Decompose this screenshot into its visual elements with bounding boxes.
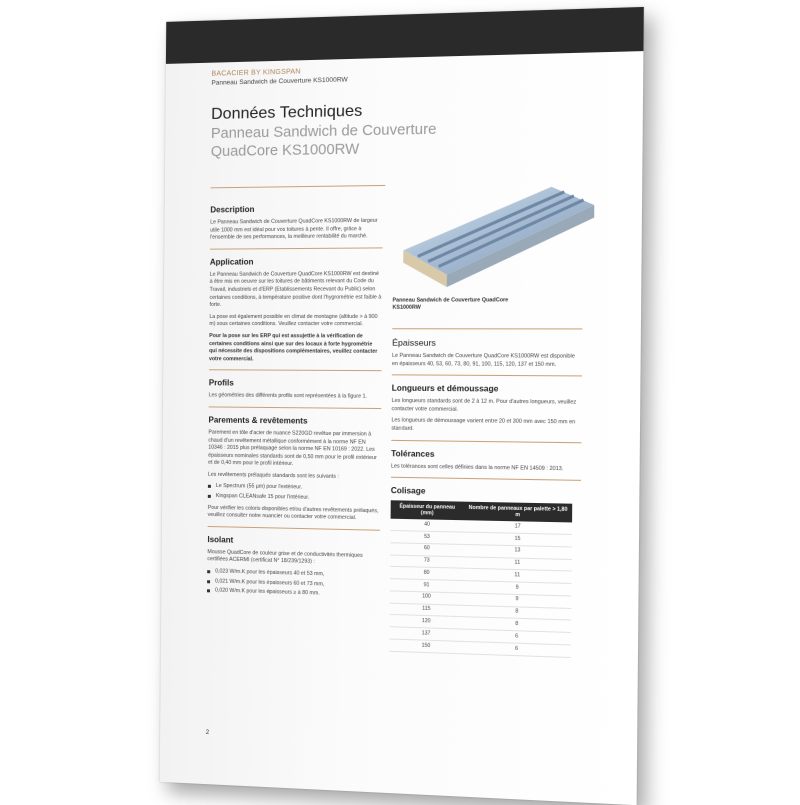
isolant-list: [207, 568, 380, 600]
divider: [391, 439, 581, 442]
divider: [210, 247, 383, 249]
profils-text: Les géométries des différents profils sont représentées à la figure 1.: [208, 392, 368, 401]
description-text: Le Panneau Sandwich de Couverture QuadCore KS1000RW de largeur utile 1000 mm est idéal pour vos toitures à pente. Il offre, grâce à l'ensemble de ses performances, la meilleure rentabilité du marché.: [210, 217, 378, 241]
column-header: Nombre de panneaux par palette > 1,80 m: [464, 502, 572, 523]
list-item: Kingspan CLEANsafe 15 pour l'intérieur.: [208, 493, 381, 504]
description-heading: Description: [210, 204, 255, 215]
brochure-page-wrap: [160, 7, 644, 805]
brand-label: BACACIER BY KINGSPAN: [211, 68, 301, 78]
tolerances-heading: Tolérances: [391, 448, 435, 459]
table-cell: 137: [390, 627, 463, 641]
left-column: [207, 195, 383, 604]
parements-text-1: Parement en tôle d'acier de nuance S220GD revêtue par immersion à chaud d'un revêtement métallique conformément à la norme NF EN 10346 : 2015 plus prélaquage selon la norme NF EN 10169 : 2022. Les épaisseurs nominales standards sont de 0,50 mm pour le profil extérieur et de 0,40 mm pour le profil intérieur.: [208, 429, 377, 468]
longueurs-text-2: Les longueurs de démoussage varient entre 20 et 300 mm avec 150 mm en standard.: [391, 417, 576, 432]
table-cell: 91: [390, 579, 463, 593]
epaisseurs-text: Le Panneau Sandwich de Couverture QuadCore KS1000RW est disponible en épaisseurs 40, 53, 60, 73, 80, 91, 100, 115, 120, 137 et 150 mm.: [391, 352, 575, 368]
table-cell: 9: [463, 593, 571, 608]
application-heading: Application: [209, 257, 254, 267]
longueurs-text-1: Les longueurs standards sont de 2 à 12 m. Pour d'autres longueurs, veuillez contacter votre commercial.: [391, 398, 577, 413]
table-cell: 11: [464, 556, 572, 571]
divider: [209, 370, 382, 372]
page-subtitle-1: Panneau Sandwich de Couverture: [210, 121, 437, 143]
list-item: 0,021 W/m.K pour les épaisseurs 60 et 73 mm,: [207, 578, 380, 590]
divider: [391, 477, 581, 481]
table-cell: 8: [463, 617, 571, 633]
divider: [208, 526, 381, 531]
brochure-page: [160, 7, 644, 805]
table-cell: 120: [390, 615, 463, 629]
colisage-table: [389, 500, 572, 657]
table-cell: 6: [463, 641, 571, 657]
title-rule: [211, 185, 386, 188]
table-cell: 73: [390, 555, 463, 569]
isolant-heading: Isolant: [207, 534, 234, 545]
table-cell: 9: [463, 581, 571, 596]
page-title: Données Techniques: [211, 102, 363, 124]
right-column: [389, 322, 582, 658]
profils-heading: Profils: [208, 378, 234, 388]
page-subtitle-2: QuadCore KS1000RW: [210, 141, 360, 161]
parements-list: [208, 483, 381, 504]
table-cell: 100: [390, 591, 463, 605]
table-cell: 15: [464, 532, 572, 547]
table-cell: 53: [390, 530, 463, 544]
longueurs-heading: Longueurs et démoussage: [391, 383, 499, 394]
sandwich-panel-image: [393, 174, 595, 298]
table-cell: 80: [390, 567, 463, 581]
divider: [209, 406, 382, 409]
list-item: 0,023 W/m.K pour les épaisseurs 40 et 53 mm,: [207, 568, 380, 580]
table-cell: 13: [464, 544, 572, 559]
title-block: [211, 98, 521, 161]
table-cell: 150: [389, 639, 462, 654]
table-cell: 11: [463, 568, 571, 583]
list-item: 0,020 W/m.K pour les épaisseurs ≥ à 80 mm.: [207, 587, 380, 600]
table-cell: 60: [390, 542, 463, 556]
parements-text-3: Pour vérifier les coloris disponibles et/ou d'autres revêtements prélaqués, veuillez consulter notre nuancier ou contacter votre commercial.: [207, 504, 379, 522]
application-text-2: La pose est également possible en climat de montagne (altitude > à 900 m) sous certaines conditions. Veuillez contacter votre commercial.: [209, 313, 378, 328]
isolant-text: Mousse QuadCore de couleur grise et de conductivités thermiques certifiées ACERMI (certificat N° 18/239/1293) :: [207, 548, 363, 566]
column-header: Épaisseur du panneau (mm): [391, 500, 465, 520]
epaisseurs-heading: Épaisseurs: [392, 337, 436, 348]
page-top-band: [166, 7, 644, 64]
parements-heading: Parements & revêtements: [208, 415, 308, 426]
divider: [392, 328, 582, 329]
colisage-heading: Colisage: [390, 486, 426, 496]
list-item: Le Spectrum (55 µm) pour l'extérieur.: [208, 483, 381, 494]
table-cell: 17: [464, 520, 572, 534]
divider: [392, 375, 582, 377]
tolerances-text: Les tolérances sont celles définies dans la norme NF EN 14509 : 2013.: [391, 462, 564, 472]
image-caption: Panneau Sandwich de Couverture QuadCore KS1000RW: [392, 297, 509, 311]
table-cell: 40: [390, 519, 463, 532]
application-text-1: Le Panneau Sandwich de Couverture QuadCore KS1000RW est destiné à être mis en oeuvre sur les toitures de bâtiments relevant du Code du Travail, industriels et d'ERP (Etablissements Recevant du Public) selon certaines conditions, à température positive dont l'hygrométrie est faible à forte.: [209, 270, 382, 309]
brand-subtitle: Panneau Sandwich de Couverture KS1000RW: [211, 76, 348, 87]
page-number: 2: [205, 729, 210, 737]
table-cell: 115: [390, 603, 463, 617]
parements-text-2: Les revêtements prélaqués standards sont les suivants :: [207, 471, 339, 480]
application-text-3: Pour la pose sur les ERP qui est assujettie à la vérification de certaines conditions ainsi que sur des locaux à forte hygrométrie qui nécessite des dispositions complémentaires, veuillez contacter votre commercial.: [209, 333, 378, 363]
table-cell: 6: [463, 629, 571, 645]
colisage-table-body: [389, 519, 572, 657]
table-cell: 8: [463, 605, 571, 620]
